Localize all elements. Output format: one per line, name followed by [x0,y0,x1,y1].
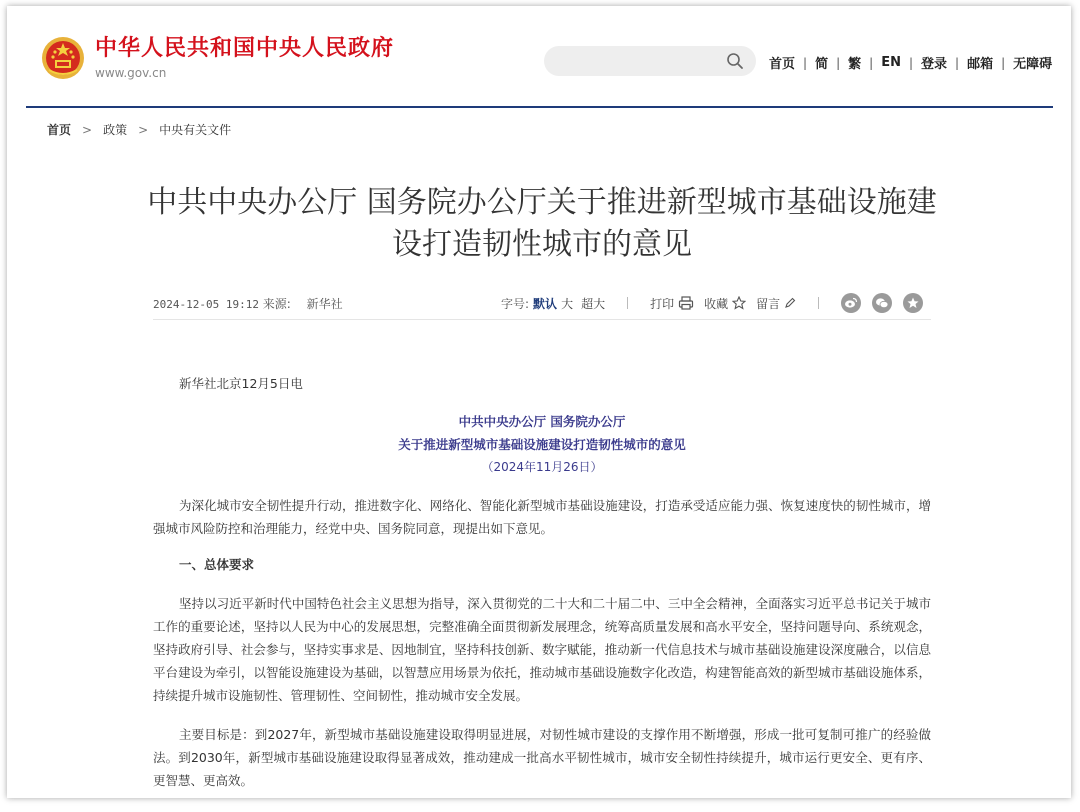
paragraph: 为深化城市安全韧性提升行动，推进数字化、网络化、智能化新型城市基础设施建设，打造承受适应能力强、恢复速度快的韧性城市，增强城市风险防控和治理能力，经党中央、国务院同意，现提出如下意见。 [153,498,931,536]
site-url: www.gov.cn [95,66,167,80]
share-group [841,293,923,313]
nav-simplified[interactable]: 简 [815,57,829,72]
qzone-icon[interactable] [903,293,923,313]
nav-separator: | [803,55,808,70]
meta-separator [627,297,628,309]
breadcrumb-policy[interactable]: 政策 [103,123,128,137]
wechat-icon[interactable] [872,293,892,313]
site-logo[interactable] [41,36,394,80]
top-nav [769,53,1052,72]
weibo-icon[interactable] [841,293,861,313]
font-size-label: 字号: [501,296,530,311]
star-icon [732,296,746,310]
document-issuer: 中共中央办公厅 国务院办公厅 [458,414,626,429]
header-divider [26,106,1053,108]
nav-separator: | [908,55,913,70]
page-title: 中共中央办公厅 国务院办公厅关于推进新型城市基础设施建设打造韧性城市的意见 [147,185,937,262]
dateline: 新华社北京12月5日电 [179,376,303,391]
breadcrumb-home[interactable]: 首页 [47,123,72,137]
breadcrumb [47,121,231,138]
chevron-right-icon: > [82,122,93,137]
nav-separator: | [869,55,874,70]
print-label: 打印 [650,296,675,311]
nav-home[interactable]: 首页 [769,57,796,72]
source-value: 新华社 [306,297,343,311]
paragraph: 坚持以习近平新时代中国特色社会主义思想为指导，深入贯彻党的二十大和二十届二中、三中全会精神，全面落实习近平总书记关于城市工作的重要论述，坚持以人民为中心的发展思想，完整准确全面贯彻新发展理念，统筹高质量发展和高水平安全，坚持问题导向、系统观念，坚持政府引导、社会参与，坚持实事求是、因地制宜，坚持科技创新、数字赋能，推动新一代信息技术与城市基础设施建设深度融合，以信息平台建设为牵引，以智能设施建设为基础，以智慧应用场景为依托，推动城市基础设施数字化改造，构建智能高效的新型城市基础设施体系，持续提升城市设施韧性、管理韧性、空间韧性，推动城市安全发展。 [153,596,931,703]
nav-separator: | [955,55,960,70]
document-heading [153,410,931,479]
source-label: 来源: [262,297,291,311]
document-date: （2024年11月26日） [481,460,603,474]
font-size-large[interactable]: 大 [561,296,574,311]
nav-traditional[interactable]: 繁 [848,57,862,72]
search-icon[interactable] [726,52,744,70]
print-button[interactable] [650,295,694,312]
site-header [7,6,1071,106]
comment-label: 留言 [756,296,781,311]
section-heading: 一、总体要求 [179,557,255,572]
meta-divider [153,319,931,320]
nav-separator: | [1001,55,1006,70]
chevron-right-icon: > [138,122,149,137]
favorite-button[interactable] [704,295,746,312]
nav-english[interactable]: EN [881,55,901,70]
printer-icon [678,296,694,310]
article-meta [153,290,931,316]
font-size-xlarge[interactable]: 超大 [581,296,606,311]
nav-mail[interactable]: 邮箱 [967,57,994,72]
nav-separator: | [836,55,841,70]
favorite-label: 收藏 [704,296,729,311]
paragraph: 主要目标是：到2027年，新型城市基础设施建设取得明显进展，对韧性城市建设的支撑作用不断增强，形成一批可复制可推广的经验做法。到2030年，新型城市基础设施建设取得显著成效，推动建成一批高水平韧性城市，城市安全韧性持续提升，城市运行更安全、更有序、更智慧、更高效。 [153,727,931,788]
comment-button[interactable] [756,295,796,312]
pencil-icon [784,297,796,309]
search-input[interactable] [558,52,718,70]
breadcrumb-central-docs[interactable]: 中央有关文件 [159,123,232,137]
site-name: 中华人民共和国中央人民政府 [95,36,395,61]
publish-date: 2024-12-05 19:12 [153,298,259,311]
nav-accessibility[interactable]: 无障碍 [1013,57,1053,72]
nav-login[interactable]: 登录 [921,57,948,72]
search-box [544,46,756,76]
document-title: 关于推进新型城市基础设施建设打造韧性城市的意见 [398,437,686,452]
meta-separator [818,297,819,309]
national-emblem-icon [41,36,85,80]
font-size-default[interactable]: 默认 [533,296,558,311]
browser-page [7,6,1071,798]
